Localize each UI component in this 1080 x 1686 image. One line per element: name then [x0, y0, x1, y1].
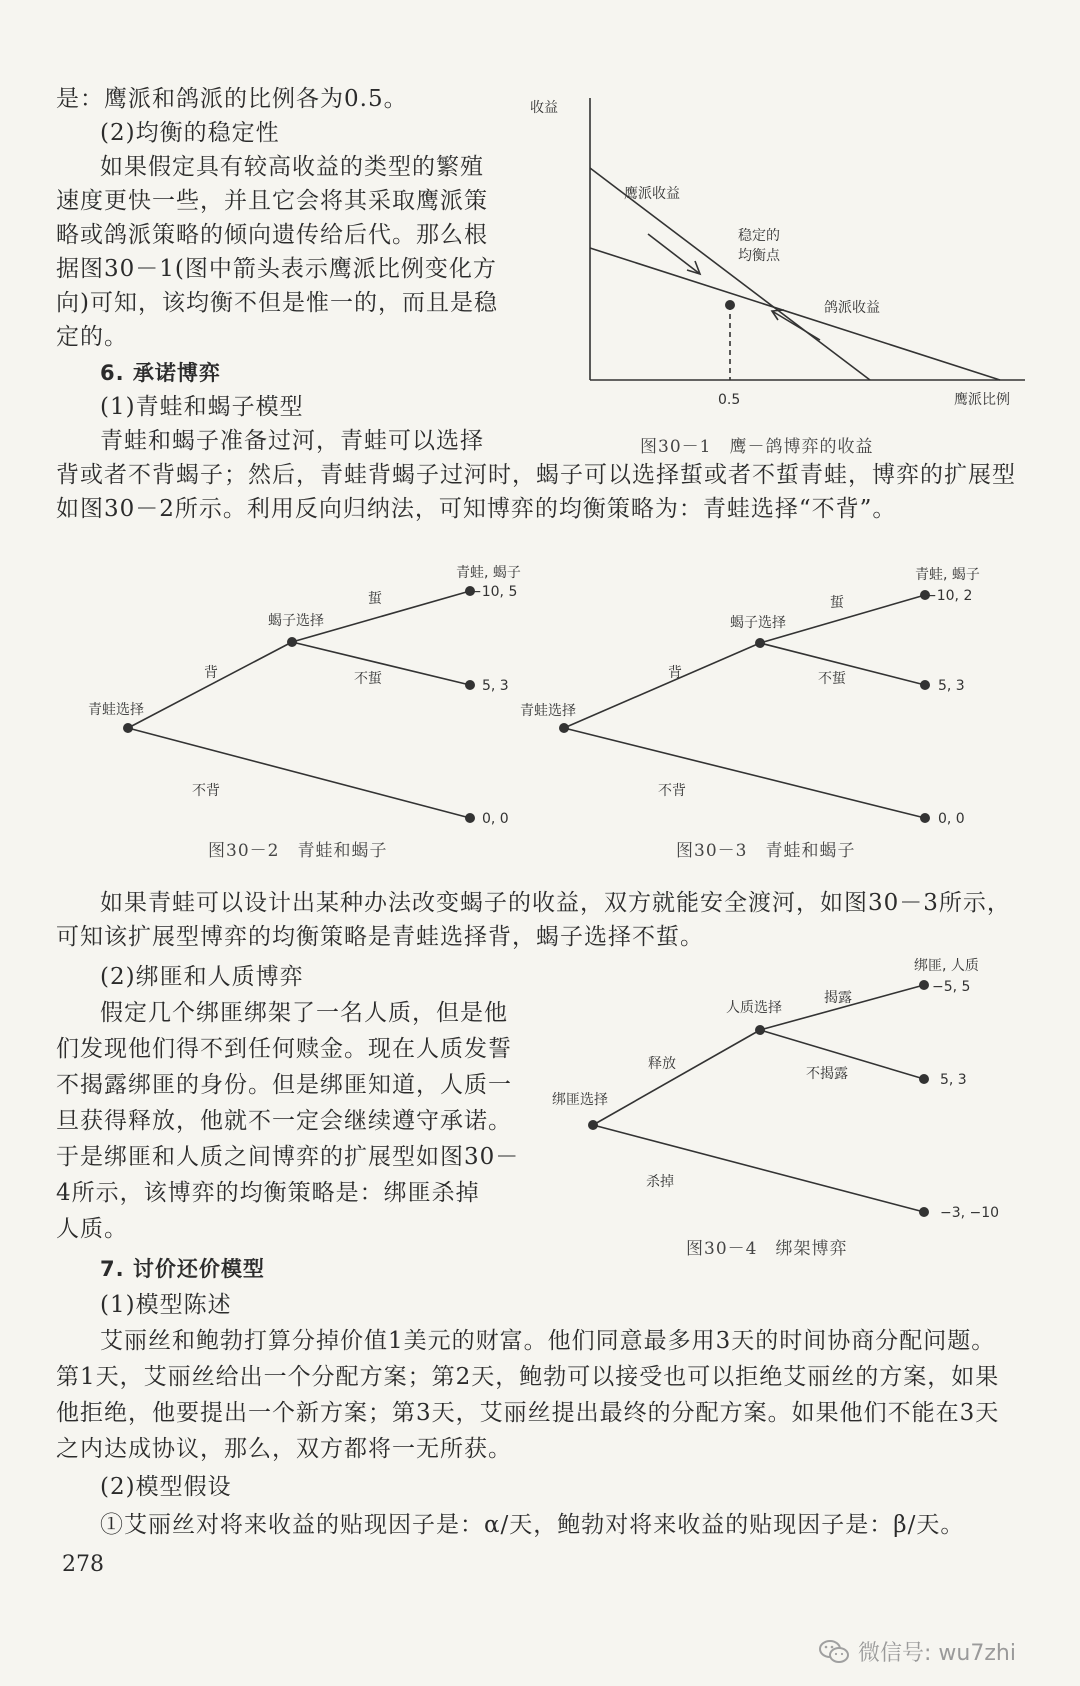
fig4-edge-label-release: 释放 [648, 1056, 676, 1072]
fig1-dove-line [590, 248, 1000, 380]
fig3-edge-label-sting: 蜇 [830, 595, 844, 611]
fig2-edge-label-sting: 蜇 [368, 591, 382, 607]
section-heading-6: 6. 承诺博弈 [100, 361, 221, 385]
para-line: 人质。 [56, 1216, 128, 1242]
fig3-edge-label-nocarry: 不背 [658, 783, 686, 799]
fig3-terminal-3 [920, 813, 930, 823]
fig2-node-frog [123, 723, 133, 733]
para-line: 据图30－1(图中箭头表示鹰派比例变化方 [56, 256, 497, 282]
fig2-terminal-2 [465, 680, 475, 690]
fig1-hawk-label: 鹰派收益 [624, 186, 680, 202]
wechat-icon [818, 1638, 850, 1666]
subheading: (1)青蛙和蝎子模型 [100, 394, 304, 420]
fig1-eq-label-2: 均衡点 [738, 248, 780, 264]
fig4-node-label-hostage: 人质选择 [726, 1000, 782, 1016]
fig4-edge-label-reveal: 揭露 [824, 990, 852, 1006]
para-line: 如果青蛙可以设计出某种办法改变蝎子的收益，双方就能安全渡河，如图30－3所示， [100, 890, 1011, 916]
fig3-node-scorpion [755, 638, 765, 648]
para-line: 第1天，艾丽丝给出一个分配方案；第2天，鲍勃可以接受也可以拒绝艾丽丝的方案，如果 [56, 1364, 1000, 1390]
para-line: 旦获得释放，他就不一定会继续遵守承诺。 [56, 1108, 512, 1134]
figure-30-2 [70, 565, 550, 835]
fig2-edge-label-carry: 背 [204, 665, 218, 681]
para-line: 假定几个绑匪绑架了一名人质，但是他 [100, 1000, 508, 1026]
para-line: 于是绑匪和人质之间博弈的扩展型如图30－ [56, 1144, 520, 1170]
figure-30-4 [548, 960, 1028, 1230]
fig4-payoff-2: 5, 3 [940, 1072, 967, 1088]
para-line: 艾丽丝和鲍勃打算分掉价值1美元的财富。他们同意最多用3天的时间协商分配问题。 [100, 1328, 996, 1354]
fig1-y-axis-label: 收益 [530, 100, 558, 116]
fig3-edge-nocarry [564, 728, 925, 818]
fig4-node-hostage [755, 1025, 765, 1035]
fig2-edge-carry [128, 642, 292, 728]
fig1-arrow-right [772, 311, 820, 340]
page-number: 278 [62, 1552, 104, 1577]
fig2-edge-label-nocarry: 不背 [192, 783, 220, 799]
fig3-edge-label-nosting: 不蜇 [818, 671, 846, 687]
fig3-payoff-3: 0, 0 [938, 811, 965, 827]
fig2-terminal-3 [465, 813, 475, 823]
fig3-node-label-frog: 青蛙选择 [520, 703, 576, 719]
fig4-terminal-1 [919, 980, 929, 990]
figure-30-3 [520, 565, 1000, 835]
fig4-edge-label-noreveal: 不揭露 [806, 1066, 848, 1082]
figure-30-3-caption: 图30－3 青蛙和蝎子 [676, 841, 856, 861]
para-line: 如果假定具有较高收益的类型的繁殖 [100, 154, 484, 180]
fig3-node-label-scorpion: 蝎子选择 [730, 615, 786, 631]
fig3-edge-label-carry: 背 [668, 665, 682, 681]
fig4-terminal-3 [919, 1207, 929, 1217]
figure-30-1-caption: 图30－1 鹰－鸽博弈的收益 [640, 437, 874, 457]
subheading: (2)均衡的稳定性 [100, 120, 280, 146]
fig3-payoff-header: 青蛙, 蝎子 [915, 567, 980, 583]
fig3-terminal-2 [920, 680, 930, 690]
para-line: 之内达成协议，那么，双方都将一无所获。 [56, 1436, 512, 1462]
fig1-dove-label: 鸽派收益 [824, 300, 880, 316]
fig2-node-label-frog: 青蛙选择 [88, 702, 144, 718]
fig2-payoff-3: 0, 0 [482, 811, 509, 827]
section-heading-7: 7. 讨价还价模型 [100, 1257, 265, 1281]
fig4-edge-kill [593, 1125, 924, 1212]
figure-30-2-caption: 图30－2 青蛙和蝎子 [208, 841, 388, 861]
para-line: 4所示，该博弈的均衡策略是：绑匪杀掉 [56, 1180, 480, 1206]
fig2-payoff-header: 青蛙, 蝎子 [456, 565, 521, 581]
watermark-text: 微信号: wu7zhi [858, 1641, 1016, 1666]
para-line: 是：鹰派和鸽派的比例各为0.5。 [56, 86, 408, 112]
fig2-node-label-scorpion: 蝎子选择 [268, 613, 324, 629]
fig3-payoff-1: −10, 2 [925, 588, 973, 604]
figure-30-4-caption: 图30－4 绑架博弈 [686, 1239, 848, 1259]
para-line: 略或鸽派策略的倾向遗传给后代。那么根 [56, 222, 488, 248]
para-line: 背或者不背蝎子；然后，青蛙背蝎子过河时，蝎子可以选择蜇或者不蜇青蛙，博弈的扩展型 [56, 462, 1016, 488]
fig3-node-frog [559, 723, 569, 733]
fig4-payoff-1: −5, 5 [932, 979, 971, 995]
figure-30-1 [530, 90, 1030, 410]
fig3-edge-carry [564, 643, 760, 728]
para-line: ①艾丽丝对将来收益的贴现因子是：α/天，鲍勃对将来收益的贴现因子是：β/天。 [100, 1512, 965, 1538]
wechat-watermark [818, 1636, 1016, 1667]
fig2-edge-label-nosting: 不蜇 [354, 671, 382, 687]
para-line: 如图30－2所示。利用反向归纳法，可知博弈的均衡策略为：青蛙选择“不背”。 [56, 496, 897, 522]
para-line: 他拒绝，他要提出一个新方案；第3天，艾丽丝提出最终的分配方案。如果他们不能在3天 [56, 1400, 1000, 1426]
fig4-node-kidnapper [588, 1120, 598, 1130]
fig4-edge-release [593, 1030, 760, 1125]
fig2-node-scorpion [287, 637, 297, 647]
para-line: 可知该扩展型博弈的均衡策略是青蛙选择背，蝎子选择不蜇。 [56, 924, 704, 950]
fig2-edge-nocarry [128, 728, 470, 818]
para-line: 们发现他们得不到任何赎金。现在人质发誓 [56, 1036, 512, 1062]
fig4-payoff-3: −3, −10 [940, 1205, 1000, 1221]
fig4-payoff-header: 绑匪, 人质 [914, 958, 979, 974]
subheading: (2)绑匪和人质博弈 [100, 964, 304, 990]
fig1-arrow-left [648, 234, 700, 274]
fig2-payoff-1: −10, 5 [470, 584, 518, 600]
fig4-terminal-2 [919, 1074, 929, 1084]
fig1-eq-label-1: 稳定的 [738, 228, 780, 244]
fig1-x-tick: 0.5 [718, 392, 741, 408]
para-line: 青蛙和蝎子准备过河，青蛙可以选择 [100, 428, 484, 454]
para-line: 速度更快一些，并且它会将其采取鹰派策 [56, 188, 488, 214]
para-line: 定的。 [56, 324, 128, 350]
subheading: (2)模型假设 [100, 1474, 232, 1500]
fig1-x-axis-label: 鹰派比例 [954, 392, 1010, 408]
fig2-payoff-2: 5, 3 [482, 678, 509, 694]
fig3-payoff-2: 5, 3 [938, 678, 965, 694]
fig4-edge-label-kill: 杀掉 [646, 1174, 674, 1190]
fig4-node-label-kidnapper: 绑匪选择 [552, 1092, 608, 1108]
fig1-equilibrium-point [725, 300, 735, 310]
para-line: 向)可知，该均衡不但是惟一的，而且是稳 [56, 290, 498, 316]
para-line: 不揭露绑匪的身份。但是绑匪知道，人质一 [56, 1072, 512, 1098]
subheading: (1)模型陈述 [100, 1292, 232, 1318]
